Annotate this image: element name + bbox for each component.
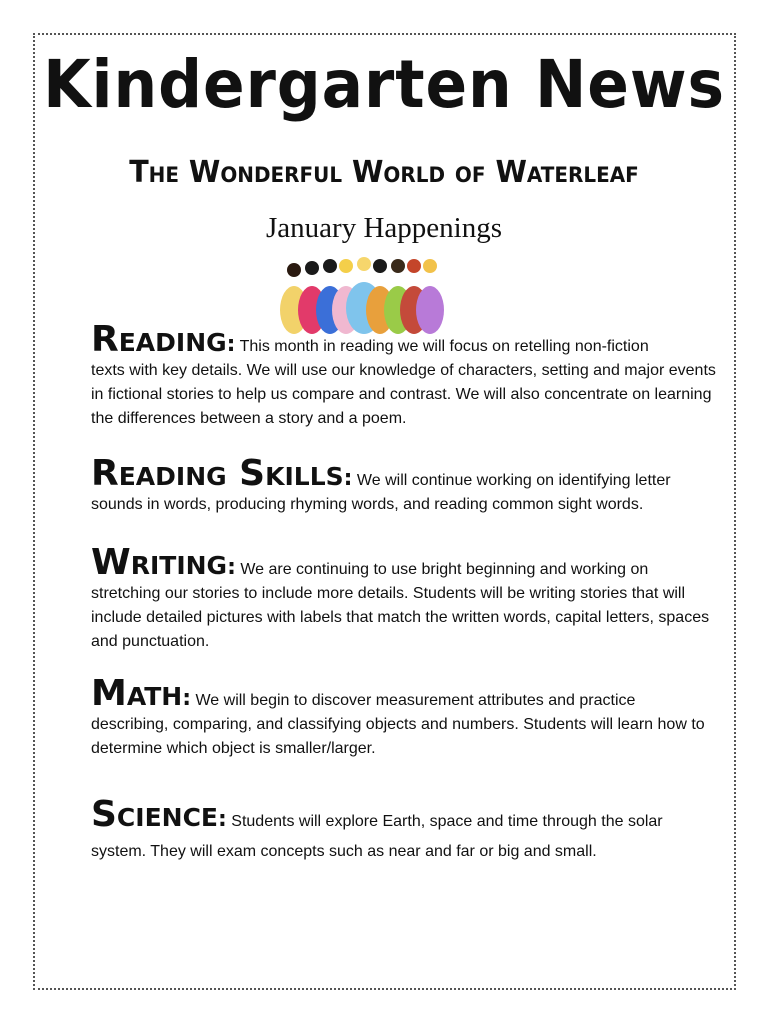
section-body: system. They will exam concepts such as near and far or big and small. [91,843,597,860]
newsletter-title: Kindergarten News [43,46,725,123]
section-heading: Math [91,673,183,714]
section-first-line: We will continue working on identifying letter [356,472,671,489]
section-science [91,794,727,864]
section-heading: Writing [91,542,228,583]
section-first-line: This month in reading we will focus on retelling non-fiction [239,338,649,355]
section-body: texts with key details. We will use our knowledge of characters, setting and major events in fictional stories to help us compare and contrast. We will also concentrate on learning the differences between a story and a poem. [91,362,716,427]
section-colon: : [343,466,353,491]
section-colon: : [182,686,192,711]
month-heading: January Happenings [266,212,502,244]
section-body: stretching our stories to include more details. Students will be writing stories that will include detailed pictures with labels that match the written words, capital letters, spaces and punctuation. [91,585,710,650]
section-first-line: We will begin to discover measurement attributes and practice [195,692,636,709]
section-reading-skills [91,453,727,517]
section-colon: : [226,332,236,357]
section-body: describing, comparing, and classifying objects and numbers. Students will learn how to determine which object is smaller/larger. [91,716,705,757]
section-math [91,673,727,761]
section-writing [91,542,727,654]
section-heading: Reading Skills [91,453,344,494]
section-heading: Science [91,794,219,835]
newsletter-subtitle: The Wonderful World of Waterleaf [129,155,639,190]
section-heading: Reading [91,319,227,360]
section-reading [91,319,727,431]
section-body: sounds in words, producing rhyming words, and reading common sight words. [91,496,644,513]
section-first-line: Students will explore Earth, space and time through the solar [231,813,663,830]
section-first-line: We are continuing to use bright beginning and working on [240,561,649,578]
section-colon: : [227,555,236,580]
section-colon: : [218,807,227,832]
